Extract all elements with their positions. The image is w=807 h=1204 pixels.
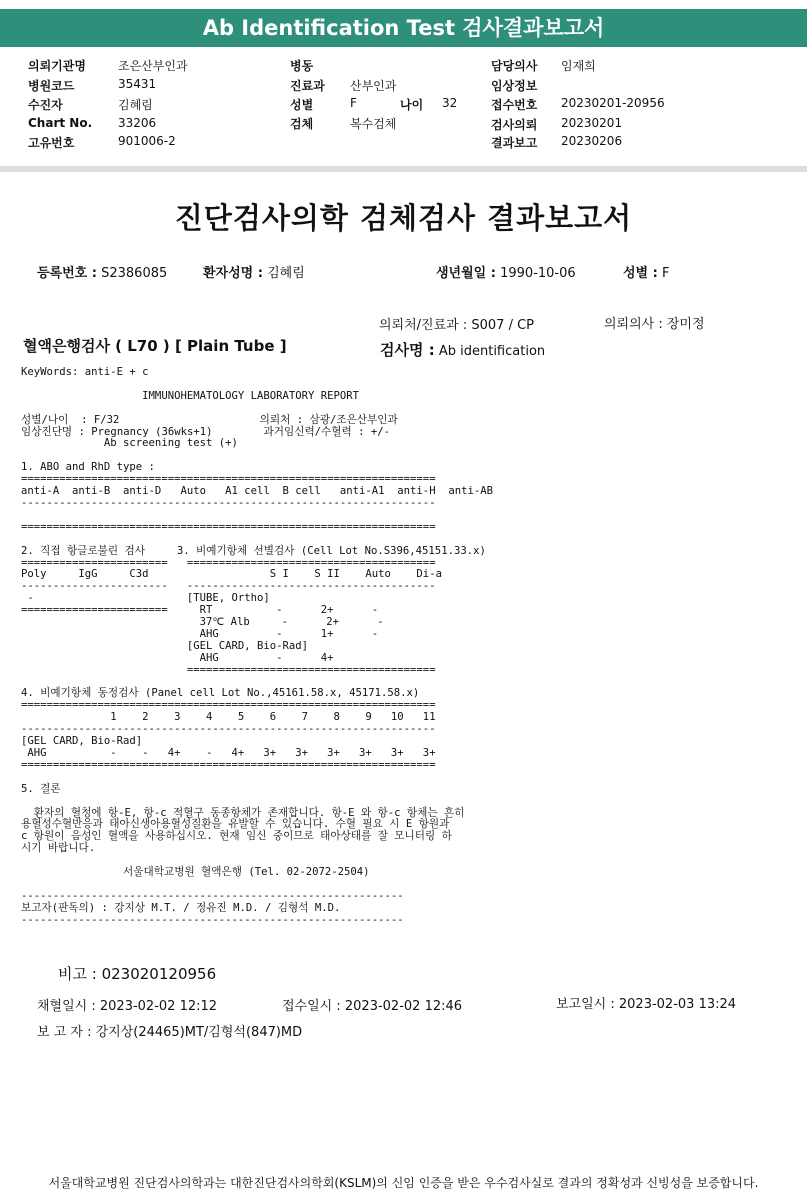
dept-value: 산부인과 xyxy=(350,79,397,93)
code-value: 35431 xyxy=(118,77,157,91)
reporter-value: 강지상(24465)MT/김형석(847)MD xyxy=(95,1025,303,1040)
receive-time-label: 접수일시 : xyxy=(282,999,341,1014)
hospital-label: 의뢰기관명 xyxy=(28,59,86,73)
collect-time xyxy=(37,995,217,1014)
report-label: 결과보고 xyxy=(491,136,538,150)
report-time-label: 보고일시 : xyxy=(556,997,615,1012)
patient-name-value: 김혜림 xyxy=(267,266,305,281)
receive-time-value: 2023-02-02 12:46 xyxy=(344,999,463,1014)
report-title: 진단검사의학 검체검사 결과보고서 xyxy=(174,201,633,235)
note-value: 023020120956 xyxy=(101,965,217,983)
doctor-line: 의뢰의사 : 장미정 xyxy=(604,317,705,332)
id-label: 고유번호 xyxy=(28,136,75,150)
test-name-label: 검사명 : xyxy=(380,341,435,359)
age-value: 32 xyxy=(442,96,458,110)
code-label: 병원코드 xyxy=(28,79,75,93)
ward-label: 병동 xyxy=(290,59,314,73)
registration xyxy=(37,262,167,281)
birth-date-value: 1990-10-06 xyxy=(500,266,576,281)
note-label: 비고 : xyxy=(58,965,97,983)
receipt-label: 접수번호 xyxy=(491,98,538,112)
test-name xyxy=(380,339,545,360)
hospital-value: 조은산부인과 xyxy=(118,59,188,73)
specimen-value: 복수검체 xyxy=(350,117,397,131)
report-sex-value: F xyxy=(661,266,670,281)
sex-label: 성별 xyxy=(290,98,314,112)
request-value: 20230201 xyxy=(561,116,623,130)
clinical-label: 임상정보 xyxy=(491,79,538,93)
dept-line: 의뢰처/진료과 : S007 / CP xyxy=(379,318,534,333)
collect-time-label: 채혈일시 : xyxy=(37,999,96,1014)
patient-value: 김혜림 xyxy=(118,98,153,112)
footer-certification: 서울대학교병원 진단검사의학과는 대한진단검사의학회(KSLM)의 신임 인증을 받은 우수검사실로 결과의 정확성과 신빙성을 보증합니다. xyxy=(48,1176,759,1190)
report-banner: Ab Identification Test 검사결과보고서 xyxy=(0,9,807,47)
report-sex-label: 성별 : xyxy=(623,266,658,281)
chart-value: 33206 xyxy=(118,116,157,130)
birth-date-label: 생년월일 : xyxy=(436,266,496,281)
reporter-label: 보 고 자 : xyxy=(37,1025,92,1040)
report-value: 20230206 xyxy=(561,134,623,148)
dept-label: 진료과 xyxy=(290,79,325,93)
registration-label: 등록번호 : xyxy=(37,266,97,281)
age-label: 나이 xyxy=(400,98,424,112)
header-col-2 xyxy=(290,57,480,137)
patient-label: 수진자 xyxy=(28,98,63,112)
section-separator xyxy=(0,166,807,172)
report-time-value: 2023-02-03 13:24 xyxy=(618,997,737,1012)
chart-label: Chart No. xyxy=(28,116,93,130)
receipt-value: 20230201-20956 xyxy=(561,96,665,110)
receive-time xyxy=(282,995,462,1014)
reporter xyxy=(37,1021,302,1040)
doctor-label: 담당의사 xyxy=(491,59,538,73)
id-value: 901006-2 xyxy=(118,134,176,148)
sex-value: F xyxy=(350,96,357,110)
doctor-value: 임재희 xyxy=(561,59,596,73)
registration-value: S2386085 xyxy=(101,266,168,281)
patient-name-label: 환자성명 : xyxy=(203,266,263,281)
header-col-1 xyxy=(28,57,268,157)
report-time xyxy=(556,993,736,1012)
patient-name xyxy=(203,262,305,281)
note xyxy=(58,963,216,984)
specimen-label: 검체 xyxy=(290,117,314,131)
birth-date xyxy=(436,262,576,281)
request-label: 검사의뢰 xyxy=(491,118,538,132)
report-sex xyxy=(623,262,669,281)
section-title: 혈액은행검사 ( L70 ) [ Plain Tube ] xyxy=(23,337,287,355)
collect-time-value: 2023-02-02 12:12 xyxy=(99,999,218,1014)
lab-report-body: KeyWords: anti-E + c IMMUNOHEMATOLOGY LABORATORY REPORT 성별/나이 : F/32 의뢰처 : 삼광/조은산부인과 임상진단명 : Pregnancy (36wks+1) 과거임신력/수혈력 : +/- Ab screening test (+) 1. ABO and RhD type : ================================================================= anti-A anti-B anti-D Auto A1 cell B cell anti-A1 anti-H anti-AB ----------------------------------------------------------------- ================================================================= 2. 직접 항글로불린 검사 3. 비예기항체 선별검사 (Cell Lot No.S396,45151.33.x) ======================= ======================================= Poly IgG C3d S I S II Auto Di-a ----------------------- --------------------------------------- - [TUBE, Ortho] ======================= RT - 2+ - 37℃ Alb - 2+ - AHG - 1+ - [GEL CARD, Bio-Rad] AHG - 4+ ======================================= 4. 비예기항체 동정검사 (Panel cell Lot No.,45161.58.x, 45171.58.x) ================================================================= 1 2 3 4 5 6 7 8 9 10 11 ----------------------------------------------------------------- [GEL CARD, Bio-Rad] AHG - - 4+ - 4+ 3+ 3+ 3+ 3+ 3+ 3+ ================================================================= 5. 결론 환자의 혈청에 항-E, 항-c 적혈구 동종항체가 존재합니다. 항-E 와 항-c 항체는 흔히 용혈성수혈반응과 태아신생아용혈성질환을 유발할 수 있습니다. 수혈 필요 시 E 항원과 c 항원이 음성인 혈액을 사용하십시오. 현재 임신 중이므로 태아상태를 잘 모니터링 하 시기 바랍니다. 서울대학교병원 혈액은행 (Tel. 02-2072-2504) ------------------------------------------------------------ 보고자(판독의) : 강지상 M.T. / 정유진 M.D. / 김형석 M.D. ------------------------------------------------------------ xyxy=(21,366,493,926)
test-name-value: Ab identification xyxy=(438,344,546,359)
header-col-3 xyxy=(491,57,711,157)
